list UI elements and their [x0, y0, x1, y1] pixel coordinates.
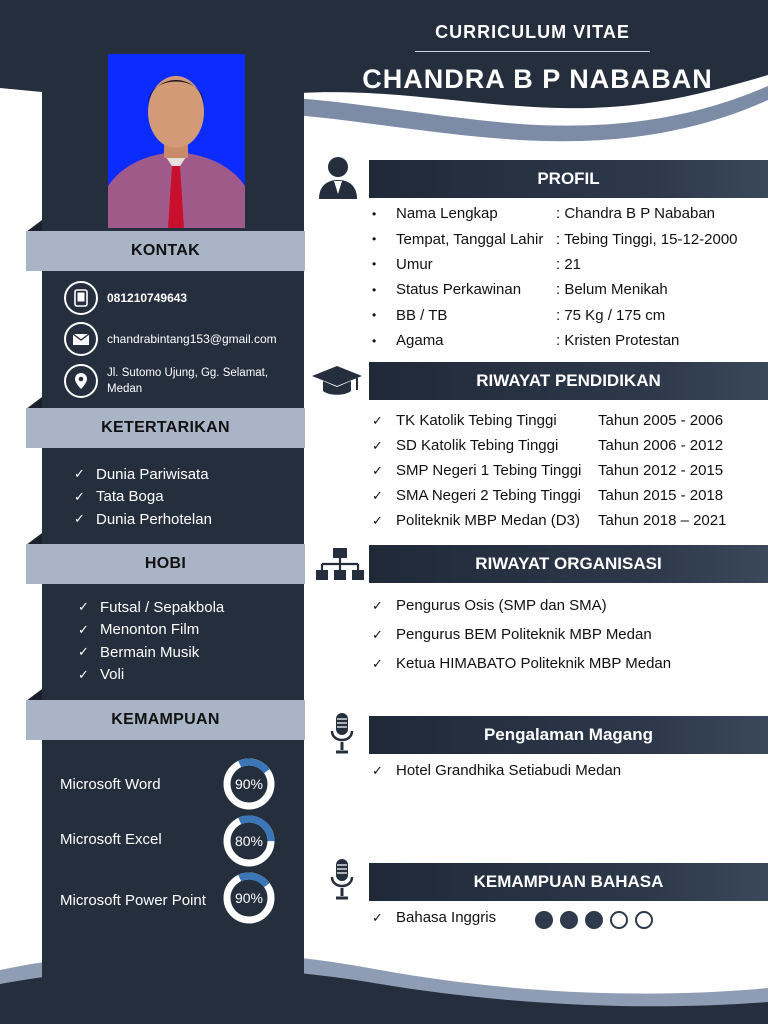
- document-title: CURRICULUM VITAE: [435, 22, 630, 42]
- education-row: ✓ SD Katolik Tebing Tinggi Tahun 2006 - 2012: [372, 437, 724, 454]
- skills-heading: KEMAMPUAN: [26, 700, 305, 740]
- list-item: ✓ Pengurus Osis (SMP dan SMA): [372, 597, 607, 614]
- profile-row: • BB / TB : 75 Kg / 175 cm: [372, 306, 666, 324]
- check-icon: ✓: [78, 666, 89, 682]
- rating-dot-filled: [560, 911, 578, 929]
- language-item: ✓ Bahasa Inggris: [372, 909, 497, 926]
- check-icon: ✓: [372, 909, 383, 925]
- check-icon: ✓: [74, 488, 85, 504]
- hobbies-heading: HOBI: [26, 544, 305, 584]
- check-icon: ✓: [78, 599, 89, 615]
- internship-item: ✓ Hotel Grandhika Setiabudi Medan: [372, 762, 622, 779]
- profile-row: • Tempat, Tanggal Lahir : Tebing Tinggi, 15-12-2000: [372, 230, 738, 248]
- person-icon: [316, 154, 360, 200]
- check-icon: ✓: [372, 597, 383, 613]
- skill-percent: 90%: [234, 776, 264, 792]
- profile-row: • Nama Lengkap : Chandra B P Nababan: [372, 205, 716, 223]
- check-icon: ✓: [372, 462, 383, 478]
- check-icon: ✓: [74, 466, 85, 482]
- interests-heading: KETERTARIKAN: [26, 408, 305, 448]
- check-icon: ✓: [372, 437, 383, 453]
- internship-heading: Pengalaman Magang: [369, 716, 768, 754]
- check-icon: ✓: [78, 644, 89, 660]
- profile-row: • Status Perkawinan : Belum Menikah: [372, 281, 668, 299]
- hobbies-list: [78, 596, 224, 686]
- language-heading: KEMAMPUAN BAHASA: [369, 863, 768, 901]
- education-list: [372, 408, 726, 533]
- organization-heading: RIWAYAT ORGANISASI: [369, 545, 768, 583]
- check-icon: ✓: [74, 511, 85, 527]
- list-item: ✓ Bermain Musik: [78, 643, 200, 661]
- microphone-icon: [330, 712, 354, 756]
- list-item: ✓ Voli: [78, 666, 125, 684]
- list-item: ✓ Ketua HIMABATO Politeknik MBP Medan: [372, 655, 672, 672]
- rating-dot-empty: [610, 911, 628, 929]
- contact-email[interactable]: [64, 322, 277, 356]
- education-row: ✓ SMP Negeri 1 Tebing Tinggi Tahun 2012 - 2015: [372, 462, 724, 479]
- contact-phone[interactable]: [64, 281, 187, 315]
- list-item: ✓ Tata Boga: [74, 488, 164, 506]
- title-divider: [415, 51, 650, 52]
- education-row: ✓ TK Katolik Tebing Tinggi Tahun 2005 - 2006: [372, 412, 724, 429]
- profile-heading: PROFIL: [369, 160, 768, 198]
- skill-percent: 80%: [234, 833, 264, 849]
- envelope-icon: [64, 322, 98, 356]
- list-item: ✓ Dunia Pariwisata: [74, 465, 209, 483]
- full-name: CHANDRA B P NABABAN: [362, 64, 713, 94]
- phone-icon: [64, 281, 98, 315]
- list-item: ✓ Menonton Film: [78, 621, 200, 639]
- email-address: chandrabintang153@gmail.com: [107, 332, 277, 346]
- rating-dot-empty: [635, 911, 653, 929]
- rating-dot-filled: [535, 911, 553, 929]
- check-icon: ✓: [372, 762, 383, 778]
- profile-list: [372, 201, 738, 353]
- education-heading: RIWAYAT PENDIDIKAN: [369, 362, 768, 400]
- skill-name: Microsoft Excel: [60, 831, 162, 848]
- skill-name: Microsoft Power Point: [60, 892, 206, 909]
- check-icon: ✓: [372, 487, 383, 503]
- education-row: ✓ SMA Negeri 2 Tebing Tinggi Tahun 2015 - 2018: [372, 487, 724, 504]
- list-item: ✓ Dunia Perhotelan: [74, 510, 212, 528]
- language-level-rating: [535, 911, 660, 929]
- org-chart-icon: [315, 547, 365, 583]
- phone-number: 081210749643: [107, 291, 188, 305]
- list-item: ✓ Pengurus BEM Politeknik MBP Medan: [372, 626, 652, 643]
- skill-name: Microsoft Word: [60, 776, 161, 793]
- organization-list: [372, 591, 671, 678]
- profile-photo: [108, 54, 245, 228]
- microphone-icon: [330, 858, 354, 902]
- profile-row: • Umur : 21: [372, 255, 582, 273]
- check-icon: ✓: [372, 655, 383, 671]
- graduation-cap-icon: [311, 364, 363, 398]
- check-icon: ✓: [372, 412, 383, 428]
- street-address: Jl. Sutomo Ujung, Gg. Selamat, Medan: [107, 367, 269, 395]
- list-item: ✓ Futsal / Sepakbola: [78, 598, 225, 616]
- check-icon: ✓: [372, 626, 383, 642]
- contact-address: [64, 364, 285, 398]
- interests-list: [74, 463, 212, 531]
- skill-percent: 90%: [234, 890, 264, 906]
- rating-dot-filled: [585, 911, 603, 929]
- check-icon: ✓: [78, 621, 89, 637]
- profile-row: • Agama : Kristen Protestan: [372, 332, 680, 350]
- check-icon: ✓: [372, 512, 383, 528]
- contact-heading: KONTAK: [26, 231, 305, 271]
- education-row: ✓ Politeknik MBP Medan (D3) Tahun 2018 – 2021: [372, 512, 727, 529]
- location-pin-icon: [64, 364, 98, 398]
